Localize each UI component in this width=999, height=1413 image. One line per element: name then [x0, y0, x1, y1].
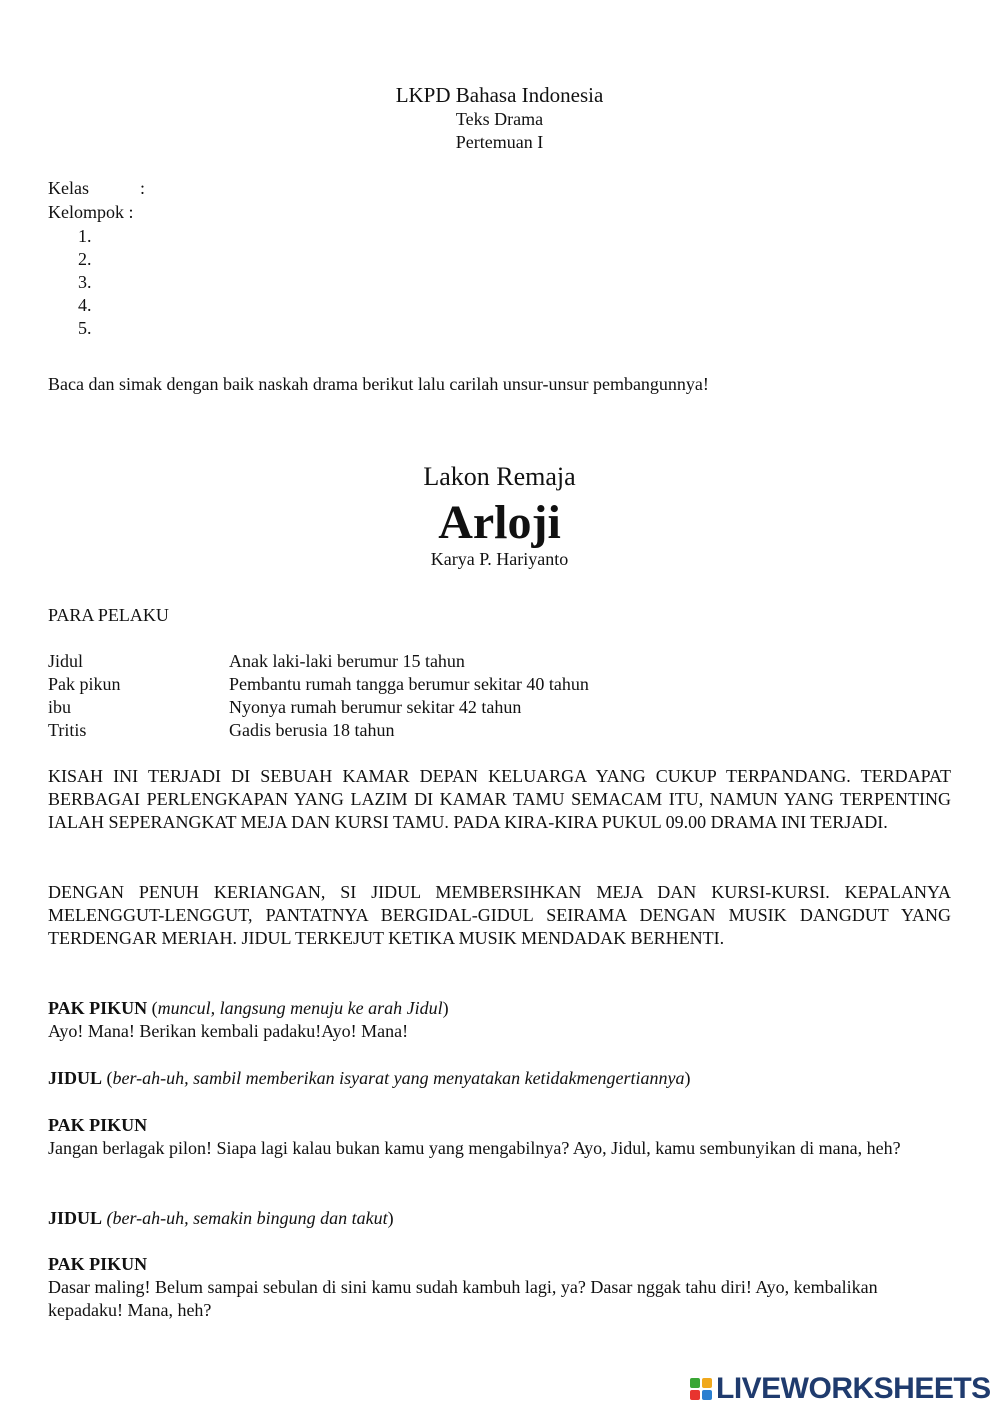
dialogue-line: Jangan berlagak pilon! Siapa lagi kalau bukan kamu yang mengabilnya? Ayo, Jidul, kamu sembunyikan di mana, heh?: [48, 1138, 901, 1158]
instruction-text: Baca dan simak dengan baik naskah drama berikut lalu carilah unsur-unsur pembangunnya!: [48, 374, 709, 394]
setting-paragraph: KISAH INI TERJADI DI SEBUAH KAMAR DEPAN KELUARGA YANG CUKUP TERPANDANG. TERDAPAT BERBAGAI PERLENGKAPAN YANG LAZIM DI KAMAR TAMU SEMACAM ITU, NAMUN YANG TERPENTING IALAH SEPERANGKAT MEJA DAN KURSI TAMU. PADA KIRA-KIRA PUKUL 09.00 DRAMA INI TERJADI.: [48, 766, 951, 832]
cast-row: [48, 673, 589, 696]
speaker-name: PAK PIKUN: [48, 998, 148, 1018]
cast-row: [48, 650, 589, 673]
dialogue-cue: [48, 997, 951, 1020]
cast-desc: Pembantu rumah tangga berumur sekitar 40 tahun: [229, 674, 589, 694]
direction-close: ): [387, 1208, 394, 1228]
speaker-name: PAK PIKUN: [48, 1254, 148, 1274]
cast-desc: Gadis berusia 18 tahun: [229, 720, 395, 740]
kelas-label: Kelas: [48, 178, 89, 198]
stage-direction: (ber-ah-uh, semakin bingung dan takut: [106, 1208, 388, 1228]
dialogue-block: [48, 1253, 951, 1322]
cast-row: [48, 696, 589, 719]
direction-open: (: [147, 998, 158, 1018]
liveworksheets-logo-icon: [690, 1378, 712, 1400]
worksheet-subtitle: Teks Drama: [455, 109, 544, 129]
group-member-number: 1.: [78, 226, 92, 246]
dialogue-cue: [48, 1067, 951, 1090]
liveworksheets-logo-text: LIVEWORKSHEETS: [716, 1372, 991, 1405]
setting-paragraph: DENGAN PENUH KERIANGAN, SI JIDUL MEMBERSIHKAN MEJA DAN KURSI-KURSI. KEPALANYA MELENGGUT-LENGGUT, PANTATNYA BERGIDAL-GIDUL SEIRAMA DENGAN MUSIK DANGDUT YANG TERDENGAR MERIAH. JIDUL TERKEJUT KETIKA MUSIK MENDADAK BERHENTI.: [48, 882, 951, 948]
logo-square: [702, 1378, 712, 1388]
dialogue-cue: [48, 1207, 951, 1230]
stage-direction: ber-ah-uh, sambil memberikan isyarat yang menyatakan ketidakmengertiannya: [112, 1068, 685, 1088]
direction-close: ): [442, 998, 449, 1018]
cast-list: [48, 650, 589, 742]
cast-row: [48, 719, 589, 742]
cast-desc: Nyonya rumah berumur sekitar 42 tahun: [229, 697, 522, 717]
group-member-number: 4.: [78, 295, 92, 315]
cast-name: ibu: [48, 697, 72, 717]
play-author: Karya P. Hariyanto: [430, 549, 569, 569]
group-member-number: 5.: [78, 318, 92, 338]
group-member-number: 3.: [78, 272, 92, 292]
speaker-name: JIDUL: [48, 1208, 103, 1228]
cast-desc: Anak laki-laki berumur 15 tahun: [229, 651, 465, 671]
logo-square: [690, 1390, 700, 1400]
dialogue-block: [48, 1114, 951, 1160]
dialogue-line: Dasar maling! Belum sampai sebulan di sini kamu sudah kambuh lagi, ya? Dasar nggak tahu diri! Ayo, kembalikan kepadaku! Mana, heh?: [48, 1277, 878, 1320]
direction-close: ): [684, 1068, 691, 1088]
speaker-name: PAK PIKUN: [48, 1115, 148, 1135]
dialogue-block: [48, 1207, 951, 1230]
liveworksheets-logo: [690, 1372, 990, 1406]
dialogue-line: Ayo! Mana! Berikan kembali padaku!Ayo! Mana!: [48, 1021, 409, 1041]
group-member-number: 2.: [78, 249, 92, 269]
kelompok-label: Kelompok :: [48, 202, 134, 222]
cast-name: Tritis: [48, 720, 87, 740]
stage-direction: muncul, langsung menuju ke arah Jidul: [157, 998, 443, 1018]
cast-name: Pak pikun: [48, 674, 121, 694]
dialogue-block: [48, 997, 951, 1043]
worksheet-title: LKPD Bahasa Indonesia: [395, 83, 604, 107]
logo-square: [702, 1390, 712, 1400]
cast-heading: PARA PELAKU: [48, 605, 169, 625]
speaker-name: JIDUL: [48, 1068, 103, 1088]
logo-square: [690, 1378, 700, 1388]
cast-name: Jidul: [48, 651, 84, 671]
play-title: Arloji: [438, 496, 561, 549]
kelas-field: [48, 177, 145, 200]
direction-open: (: [102, 1068, 113, 1088]
kelas-colon: :: [140, 178, 146, 198]
dialogue-block: [48, 1067, 951, 1090]
meeting-label: Pertemuan I: [455, 132, 544, 152]
play-genre: Lakon Remaja: [423, 462, 576, 491]
